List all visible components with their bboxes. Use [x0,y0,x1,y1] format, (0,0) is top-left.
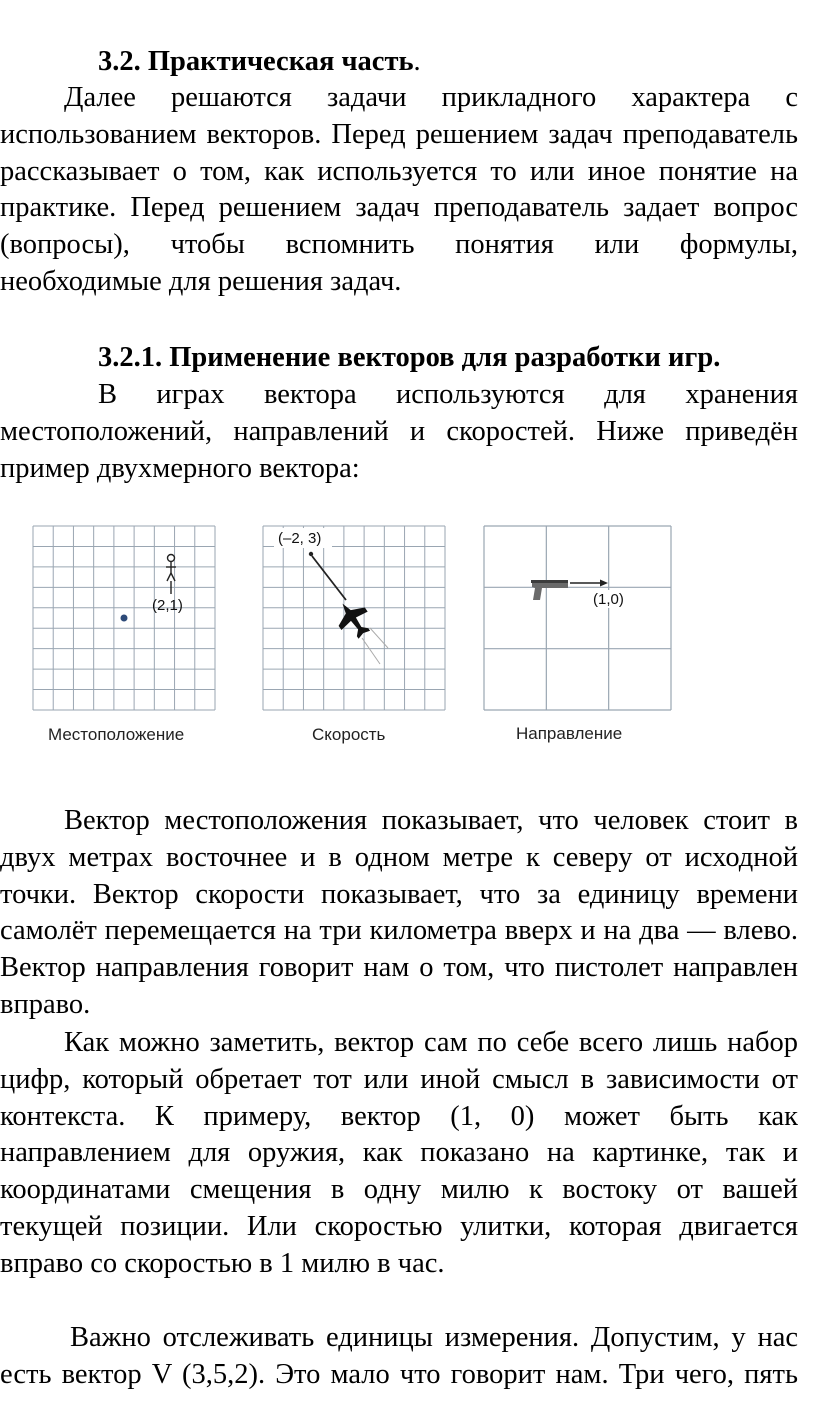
pistol-icon [531,580,568,600]
motion-trail [362,638,380,664]
velocity-panel [263,526,445,744]
section-heading-number: 3.2. [98,46,141,77]
text-line: В играх вектора используются для хранения [98,379,798,410]
text-line: точки. Вектор скорости показывает, что за единицу времени [0,878,798,910]
text-line: Вектор местоположения показывает, что человек стоит в [64,805,798,836]
section-heading-dot: . [413,46,421,77]
games-paragraph [0,377,798,487]
text-line: рассказывает о том, как используется то или иное понятие на [0,155,798,187]
position-caption: Местоположение [48,725,185,744]
text-line: самолёт перемещается на три километра вверх и на два — влево. [0,915,798,947]
origin-point [121,615,128,622]
text-line: необходимые для решения задач. [0,265,402,297]
text-line: координатами смещения в одну милю к востоку от вашей [0,1174,798,1206]
text-line: вправо со скоростью в 1 милю в час. [0,1247,445,1279]
direction-grid [484,526,671,710]
text-line: практике. Перед решением задач преподаватель задает вопрос [0,192,798,224]
velocity-caption: Скорость [312,725,386,744]
text-line: местоположений, направлений и скоростей. Ниже приведён [0,415,798,447]
text-line: есть вектор V (3,5,2). Это мало что говорит нам. Три чего, пять [0,1358,798,1390]
text-line: контекста. К примеру, вектор (1, 0) может быть как [0,1100,798,1132]
direction-panel [484,526,671,743]
velocity-arrow [312,556,346,600]
text-line: Как можно заметить, вектор сам по себе всего лишь набор [64,1027,798,1058]
text-line: Далее решаются задачи прикладного характера с [64,82,798,113]
position-panel [33,526,215,744]
text-line: цифр, который обретает тот или иной смысл в зависимости от [0,1063,798,1095]
text-line: вправо. [0,988,91,1020]
text-line: пример двухмерного вектора: [0,452,360,484]
text-line: Важно отслеживать единицы измерения. Допустим, у нас [70,1322,798,1353]
motion-trail [370,628,388,648]
velocity-start-point [309,552,313,556]
subsection-heading: 3.2.1. Применение векторов для разработки игр. [98,342,721,373]
text-line: направлением для оружия, как показано на картинке, так и [0,1137,798,1169]
text-line: Вектор направления говорит нам о том, что пистолет направлен [0,952,798,984]
section-heading [98,44,421,80]
context-paragraph [0,1025,798,1283]
text-line: использованием векторов. Перед решением задач преподаватель [0,118,798,150]
airplane-icon [329,594,377,643]
explanation-paragraph [0,803,798,1024]
intro-paragraph [0,80,798,301]
arrow-head-icon [600,580,608,587]
text-line: двух метрах восточнее и в одном метре к северу от исходной [0,841,798,873]
units-paragraph [0,1320,798,1394]
text-line: (вопросы), чтобы вспомнить понятия или формулы, [0,229,798,261]
direction-vector-label: (1,0) [593,591,624,608]
vectors-figure [28,520,688,750]
section-heading-title: Практическая часть [147,46,414,77]
direction-caption: Направление [516,724,623,743]
text-line: текущей позиции. Или скоростью улитки, которая двигается [0,1210,798,1242]
position-vector-label: (2,1) [152,597,183,614]
velocity-vector-label: (–2, 3) [278,530,322,547]
